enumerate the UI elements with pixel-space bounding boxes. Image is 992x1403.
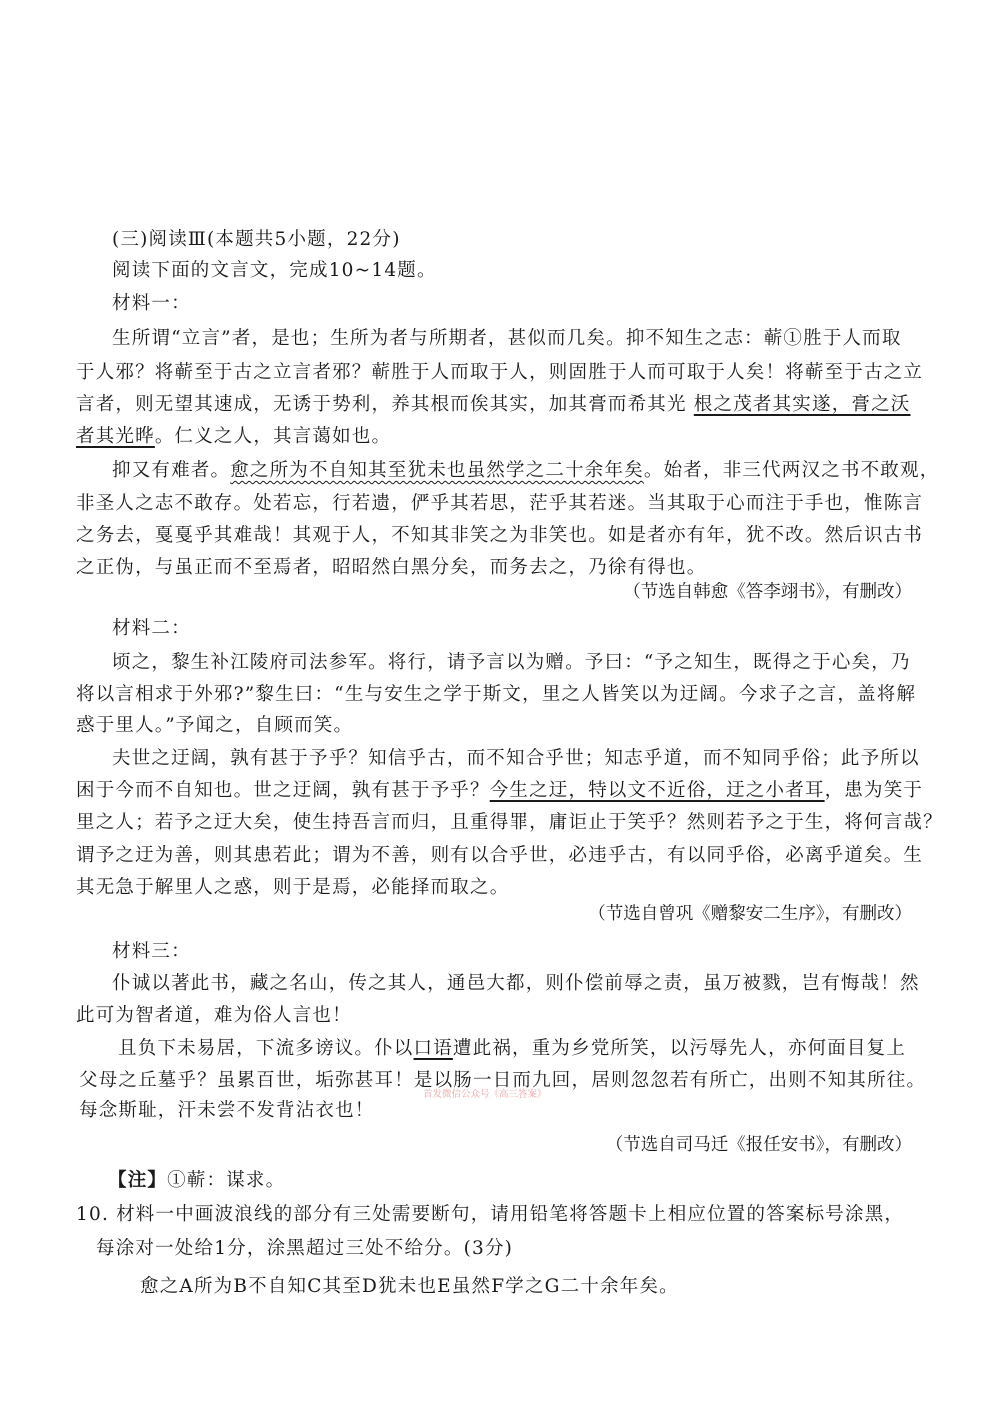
material1-p2-line1-start: 抑又有难者。 [112,460,231,481]
material1-p2-line4: 之正伪，与虽正而不至焉者，昭昭然白黑分矣，而务去之，乃徐有得也。 [76,557,707,578]
material3-p1-line2: 此可为智者道，难为俗人言也！ [76,1005,352,1026]
material2-p2-line4: 谓予之迂为善，则其患若此；谓为不善，则有以合乎世，必违乎古，有以同乎俗，必离乎道矣。生 [76,845,924,866]
material1-p1-line4 [76,422,918,452]
material2-p2-line2 [76,776,924,806]
footnote-text: ①蕲：谋求。 [167,1170,286,1191]
material3-source: （节选自司马迁《报任安书》，有删改） [605,1135,912,1155]
material3-p2-line1-end: 遭此祸，重为乡党所笑，以污辱先人，亦何面目复上 [452,1038,907,1059]
material3-p1-line1: 仆诚以著此书，藏之名山，传之其人，通邑大都，则仆偿前辱之责，虽万被戮，岂有悔哉！然 [112,973,920,994]
underlined-sentence-a-end: 者其光晔 [76,426,155,447]
material1-p2-line1-end: 。始者，非三代两汉之书不敢观， [643,460,940,481]
watermark: 首发微信公众号《高三答案》 [423,1089,547,1100]
material2-p1-line1: 顷之，黎生补江陵府司法参军。将行，请予言以为赠。予曰：“予之知生，既得之于心矣，乃 [112,652,911,673]
material1-label: 材料一： [112,293,191,314]
material1-p1-line1: 生所谓“立言”者，是也；生所为者与所期者，甚似而几矣。抑不知生之志：蕲①胜于人而取 [112,328,902,349]
material2-p1-line3: 惑于里人。”予闻之，自顾而笑。 [76,715,354,736]
footnote-label: 【注】 [108,1170,168,1191]
footnote [108,1166,918,1196]
material3-p2-line1-start: 且负下未易居，下流多谤议。仆以 [118,1038,414,1059]
material2-source: （节选自曾巩《赠黎安二生序》，有删改） [588,904,912,924]
underlined-word: 口语 [413,1038,453,1059]
material3-p2-line3: 每念斯耻，汗未尝不发背沾衣也！ [79,1100,375,1121]
section-title: (三)阅读Ⅲ(本题共5小题，22分) [112,229,401,250]
material1-source: （节选自韩愈《答李翊书》，有删改） [623,582,912,602]
material3-p2-line2: 父母之丘墓乎？虽累百世，垢弥甚耳！是以肠一日而九回，居则忽忽若有所亡，出则不知其所往。 [79,1070,927,1091]
material1-p2-line1 [112,456,940,486]
underlined-sentence-b: 今生之迂，特以文不近俗，迂之小者耳 [489,780,825,801]
question10-options: 愈之A所为B不自知C其至D犹未也E虽然F学之G二十余年矣。 [140,1276,679,1297]
material2-p2-line2-end: ，患为笑于 [824,780,924,801]
underlined-sentence-a: 根之茂者其实遂，膏之沃 [693,394,911,415]
question10-line1: 10. 材料一中画波浪线的部分有三处需要断句，请用铅笔将答题卡上相应位置的答案标号涂黑， [76,1204,905,1225]
material1-p1-line3-text: 言者，则无望其速成，无诱于势利，养其根而俟其实，加其膏而希其光 [76,394,687,415]
material2-p2-line5: 其无急于解里人之惑，则于是焉，必能择而取之。 [76,877,510,898]
question10-line2: 每涂对一处给1分，涂黑超过三处不给分。(3分) [96,1238,514,1259]
material2-p2-line3: 里之人；若予之迂大矣，使生持吾言而归，且重得罪，庸讵止于笑乎？然则若予之于生，将何言哉？ [76,812,943,833]
material1-p2-line3: 之务去，戛戛乎其难哉！其观于人，不知其非笑之为非笑也。如是者亦有年，犹不改。然后识古书 [76,525,924,546]
instruction: 阅读下面的文言文，完成10~14题。 [112,260,437,281]
material1-p1-line4-text: 。仁义之人，其言蔼如也。 [154,426,392,447]
material2-p2-line2-start: 困于今而不自知也。世之迂阔，孰有甚于予乎？ [76,780,490,801]
material3-p2-line1 [118,1034,918,1064]
material2-p1-line2: 将以言相求于外邪?”黎生曰：“生与安生之学于斯文，里之人皆笑以为迂阔。今求子之言，盖将解 [76,684,917,705]
material1-p2-line2: 非圣人之志不敢存。处若忘，行若遗，俨乎其若思，茫乎其若迷。当其取于心而注于手也，惟陈言 [76,493,924,514]
material1-p1-line2: 于人邪？将蕲至于古之立言者邪？蕲胜于人而取于人，则固胜于人而可取于人矣！将蕲至于古之立 [76,362,924,383]
material1-p1-line3 [76,390,918,420]
material2-label: 材料二： [112,618,191,639]
material3-label: 材料三： [112,941,191,962]
wavy-underlined-sentence: 愈之所为不自知其至犹未也虽然学之二十余年矣 [230,460,644,481]
material2-p2-line1: 夫世之迂阔，孰有甚于予乎？知信乎古，而不知合乎世；知志乎道，而不知同乎俗；此予所以 [112,748,920,769]
